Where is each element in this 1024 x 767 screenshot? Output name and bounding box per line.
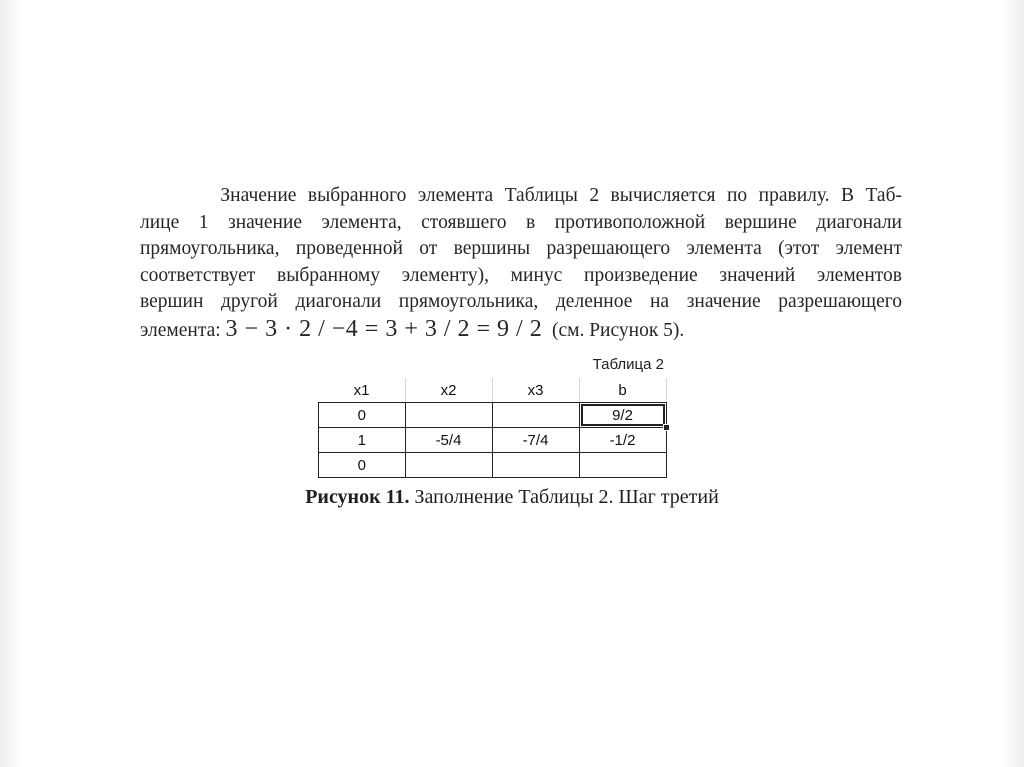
header-cell[interactable]: x2 [405,378,492,403]
table-cell[interactable]: 1 [319,428,406,453]
table-cell[interactable]: -7/4 [492,428,579,453]
table-cell[interactable] [405,453,492,478]
table-header-row [319,378,667,403]
header-cell[interactable]: x1 [319,378,406,403]
paragraph-line-1: Значение выбранного элемента Таблицы 2 вычисляется по правилу. В Таб- [220,185,903,206]
formula: 3 − 3 · 2 / −4 = 3 + 3 / 2 = 9 / 2 [225,315,543,342]
formula-suffix: (см. Рисунок 5). [551,319,685,341]
fill-handle[interactable] [663,424,670,431]
table-cell[interactable] [492,403,579,428]
table-cell[interactable]: -1/2 [579,428,666,453]
table-row [319,403,667,428]
table-cell[interactable]: 0 [319,453,406,478]
header-cell[interactable]: b [579,378,666,403]
body-paragraph [140,183,902,345]
paragraph-line-4: соответствует выбранному элементу), минус произведение значений элементов [140,264,902,286]
table-row [319,453,667,478]
figure-caption [0,486,1024,509]
formula-prefix: элемента: [140,319,221,341]
table-cell[interactable]: 0 [319,403,406,428]
table-row [319,428,667,453]
figure-caption-text: Заполнение Таблицы 2. Шаг третий [414,486,719,508]
table-cell[interactable] [579,453,666,478]
table-cell[interactable] [492,453,579,478]
paragraph-line-3: прямоугольника, проведенной от вершины разрешающего элемента (этот элемент [140,238,902,260]
paragraph-line-6 [140,316,902,345]
table-cell[interactable]: -5/4 [405,428,492,453]
page-edge-left [0,0,22,767]
spreadsheet-table [318,378,667,478]
header-cell[interactable]: x3 [492,378,579,403]
selected-cell-value: 9/2 [612,406,633,424]
table-title: Таблица 2 [592,356,664,373]
figure-label: Рисунок 11. [305,486,410,508]
paragraph-line-5: вершин другой диагонали прямоугольника, деленное на значение разрешающего [140,291,902,313]
selected-cell[interactable] [579,403,666,428]
paragraph-line-2: лице 1 значение элемента, стоявшего в противоположной вершине диагонали [140,211,902,233]
page-edge-right [1002,0,1024,767]
table-cell[interactable] [405,403,492,428]
